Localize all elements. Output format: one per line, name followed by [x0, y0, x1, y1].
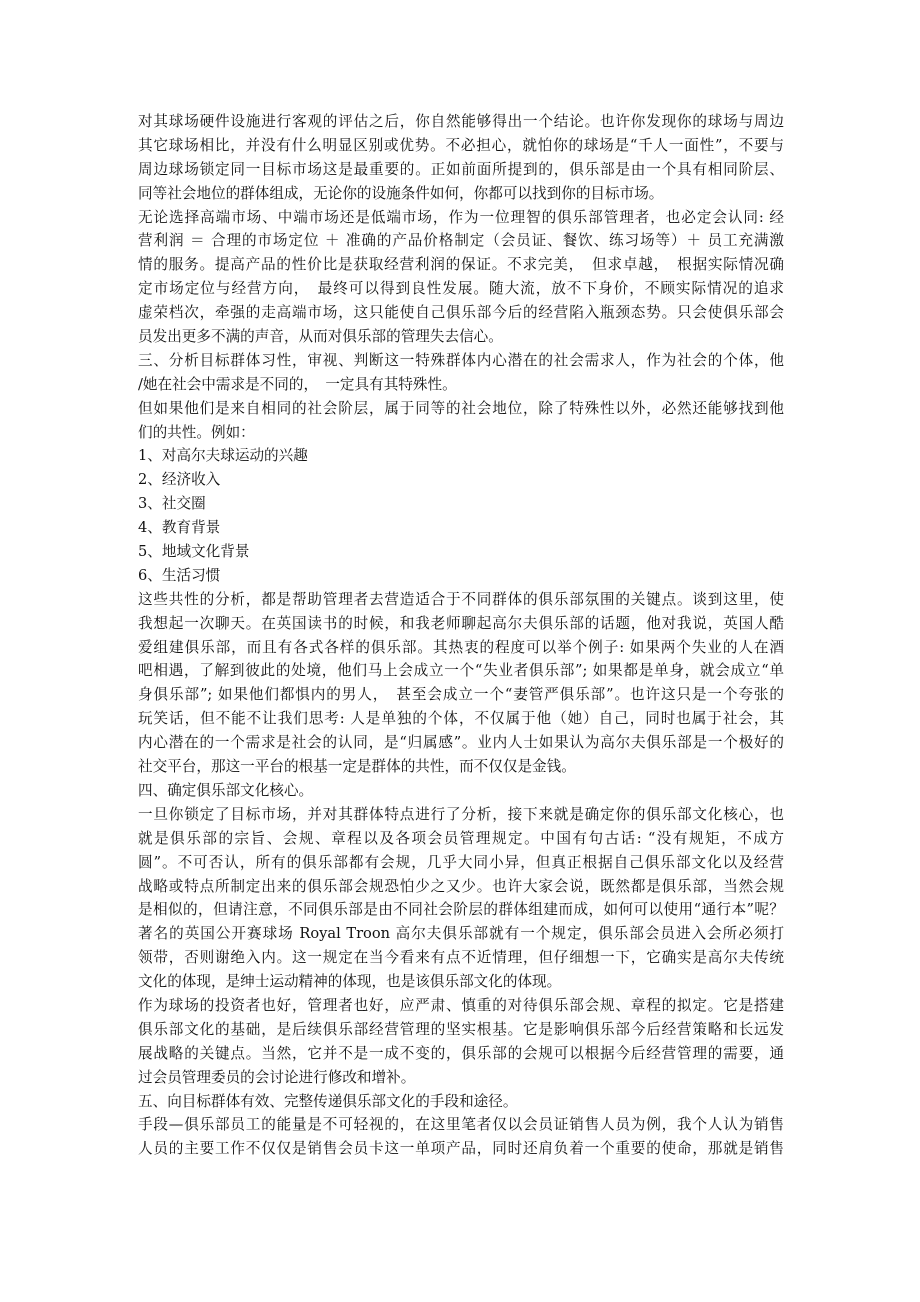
text-line: 是相似的，但请注意，不同俱乐部是由不同社会阶层的群体组建而成，如何可以使用“通行本”呢？ [138, 901, 784, 919]
text-line: 5、地域文化背景 [138, 543, 250, 561]
text-line: 玩笑话，但不能不让我们思考: 人是单独的个体，不仅属于他（她）自己，同时也属于社会，其 [138, 710, 784, 728]
text-line: 对其球场硬件设施进行客观的评估之后，你自然能够得出一个结论。也许你发现你的球场与周边 [138, 113, 784, 130]
text-line: 1、对高尔夫球运动的兴趣 [138, 447, 308, 465]
text-line: 爱组建俱乐部，而且有各式各样的俱乐部。其热衷的程度可以举个例子: 如果两个失业的人在酒 [138, 638, 784, 656]
text-line: 手段—俱乐部员工的能量是不可轻视的，在这里笔者仅以会员证销售人员为例，我个人认为销售 [138, 1116, 784, 1134]
text-line: 著名的英国公开赛球场 Royal Troon 高尔夫俱乐部就有一个规定，俱乐部会员进入会所必须打 [138, 925, 784, 943]
text-line: 定市场定位与经营方向， 最终可以得到良性发展。随大流，放不下身价，不顾实际情况的追求 [138, 280, 784, 298]
text-line: 2、经济收入 [138, 471, 221, 489]
text-line: 同等社会地位的群体组成，无论你的设施条件如何，你都可以找到你的目标市场。 [138, 184, 664, 202]
text-line: 人员的主要工作不仅仅是销售会员卡这一单项产品，同时还肩负着一个重要的使命，那就是销售 [138, 1140, 784, 1158]
text-line: 社交平台，那这一平台的根基一定是群体的共性，而不仅仅是金钱。 [138, 758, 576, 776]
text-line: 虚荣档次，牵强的走高端市场，这只能使自己俱乐部今后的经营陷入瓶颈态势。只会使俱乐部会 [138, 304, 784, 322]
text-line: 们的共性。例如： [138, 423, 255, 441]
text-line: 领带，否则谢绝入内。这一规定在当今看来有点不近情理，但仔细想一下，它确实是高尔夫传统 [138, 949, 784, 967]
text-line: 身俱乐部”; 如果他们都惧内的男人， 甚至会成立一个“妻管严俱乐部”。也许这只是一个夸张的 [138, 686, 784, 704]
text-line: 我想起一次聊天。在英国读书的时候，和我老师聊起高尔夫俱乐部的话题，他对我说，英国人酷 [138, 614, 784, 632]
text-line: 文化的体现，是绅士运动精神的体现，也是该俱乐部文化的体现。 [138, 973, 562, 991]
text-line: 展战略的关键点。当然，它并不是一成不变的，俱乐部的会规可以根据今后经营管理的需要，通 [138, 1044, 784, 1062]
text-line: 就是俱乐部的宗旨、会规、章程以及各项会员管理规定。中国有句古话: “没有规矩，不成方 [138, 829, 784, 847]
text-line: 但如果他们是来自相同的社会阶层，属于同等的社会地位，除了特殊性以外，必然还能够找到他 [138, 399, 784, 417]
text-line: 俱乐部文化的基础，是后续俱乐部经营管理的坚实根基。它是影响俱乐部今后经营策略和长远发 [138, 1020, 784, 1038]
text-line: 吧相遇，了解到彼此的处境，他们马上会成立一个“失业者俱乐部”; 如果都是单身，就会成立“单 [138, 662, 784, 680]
text-line: 三、分析目标群体习性，审视、判断这一特殊群体内心潜在的社会需求人，作为社会的个体，他 [138, 351, 784, 369]
text-line: 周边球场锁定同一目标市场这是最重要的。正如前面所提到的，俱乐部是由一个具有相同阶层、 [138, 160, 784, 178]
document-body [138, 110, 784, 1161]
text-line: 营利润 ＝ 合理的市场定位 ＋ 准确的产品价格制定（会员证、餐饮、练习场等）＋ 员工充满激 [138, 232, 784, 250]
text-line: 4、教育背景 [138, 519, 221, 537]
text-line: 圆”。不可否认，所有的俱乐部都有会规，几乎大同小异，但真正根据自己俱乐部文化以及经营 [138, 853, 784, 871]
text-line: 情的服务。提高产品的性价比是获取经营利润的保证。不求完美， 但求卓越， 根据实际情况确 [138, 256, 784, 274]
text-line: 员发出更多不满的声音，从而对俱乐部的管理失去信心。 [138, 328, 503, 346]
text-line: 一旦你锁定了目标市场，并对其群体特点进行了分析，接下来就是确定你的俱乐部文化核心，也 [138, 805, 784, 823]
text-line: 过会员管理委员的会讨论进行修改和增补。 [138, 1068, 416, 1086]
text-line: 3、社交圈 [138, 495, 206, 513]
text-line: 五、向目标群体有效、完整传递俱乐部文化的手段和途径。 [138, 1092, 518, 1110]
text-line: 6、生活习惯 [138, 566, 221, 584]
text-line: 作为球场的投资者也好，管理者也好，应严肃、慎重的对待俱乐部会规、章程的拟定。它是搭建 [138, 996, 784, 1014]
text-line: 四、确定俱乐部文化核心。 [138, 781, 314, 799]
text-line: 无论选择高端市场、中端市场还是低端市场，作为一位理智的俱乐部管理者，也必定会认同: 经 [138, 208, 784, 226]
text-line: /她在社会中需求是不同的， 一定具有其特殊性。 [138, 375, 457, 393]
text-line: 其它球场相比，并没有什么明显区别或优势。不必担心，就怕你的球场是“千人一面性”，不要与 [138, 136, 784, 154]
text-line: 内心潜在的一个需求是社会的认同，是“归属感”。业内人士如果认为高尔夫俱乐部是一个极好的 [138, 734, 784, 752]
text-line: 战略或特点所制定出来的俱乐部会规恐怕少之又少。也许大家会说，既然都是俱乐部，当然会规 [138, 877, 784, 895]
text-line: 这些共性的分析，都是帮助管理者去营造适合于不同群体的俱乐部氛围的关键点。谈到这里，使 [138, 590, 784, 608]
